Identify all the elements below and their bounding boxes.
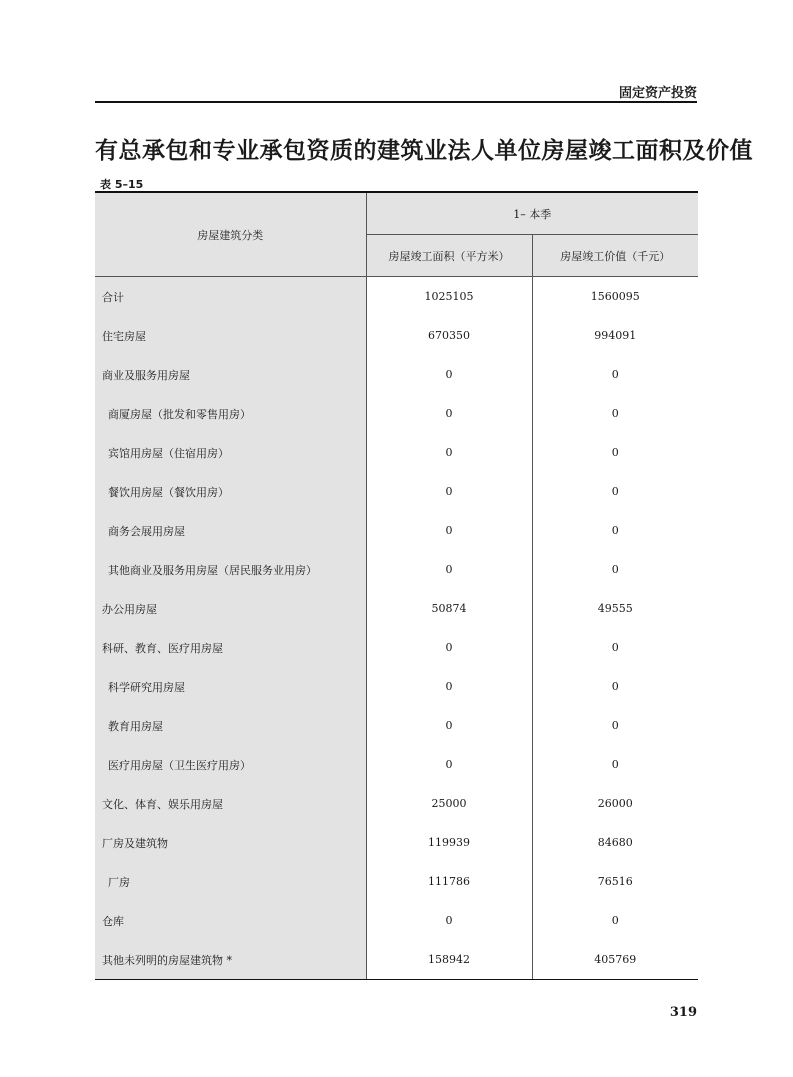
table-row <box>95 394 698 433</box>
table-row <box>95 433 698 472</box>
row-header: 房屋建筑分类 <box>95 192 366 277</box>
row-label: 办公用房屋 <box>95 589 366 628</box>
value-cell: 0 <box>532 667 698 706</box>
value-cell: 0 <box>532 472 698 511</box>
table-row <box>95 550 698 589</box>
table-row <box>95 862 698 901</box>
row-label: 厂房 <box>95 862 366 901</box>
value-cell: 0 <box>532 511 698 550</box>
value-cell: 0 <box>532 706 698 745</box>
area-cell: 0 <box>366 511 532 550</box>
table-row <box>95 940 698 980</box>
value-cell: 49555 <box>532 589 698 628</box>
row-label: 仓库 <box>95 901 366 940</box>
area-cell: 0 <box>366 628 532 667</box>
table-row <box>95 784 698 823</box>
page-title: 有总承包和专业承包资质的建筑业法人单位房屋竣工面积及价值 <box>95 137 753 164</box>
area-cell: 119939 <box>366 823 532 862</box>
row-label: 合计 <box>95 277 366 317</box>
table-row <box>95 628 698 667</box>
row-label: 商业及服务用房屋 <box>95 355 366 394</box>
row-label: 住宅房屋 <box>95 316 366 355</box>
value-cell: 1560095 <box>532 277 698 317</box>
value-cell: 0 <box>532 550 698 589</box>
row-label: 文化、体育、娱乐用房屋 <box>95 784 366 823</box>
table-row <box>95 316 698 355</box>
area-cell: 0 <box>366 667 532 706</box>
table-row <box>95 355 698 394</box>
table-row <box>95 277 698 317</box>
row-label: 科研、教育、医疗用房屋 <box>95 628 366 667</box>
area-cell: 158942 <box>366 940 532 980</box>
table-row <box>95 745 698 784</box>
table-row <box>95 901 698 940</box>
value-cell: 994091 <box>532 316 698 355</box>
column-header-area: 房屋竣工面积（平方米） <box>366 235 532 277</box>
area-cell: 111786 <box>366 862 532 901</box>
value-cell: 76516 <box>532 862 698 901</box>
header-rule <box>95 101 697 103</box>
table-row <box>95 472 698 511</box>
area-cell: 1025105 <box>366 277 532 317</box>
table-id: 表 5–15 <box>100 178 144 191</box>
area-cell: 25000 <box>366 784 532 823</box>
table-row <box>95 667 698 706</box>
row-label: 厂房及建筑物 <box>95 823 366 862</box>
row-label: 商务会展用房屋 <box>95 511 366 550</box>
area-cell: 0 <box>366 706 532 745</box>
value-cell: 0 <box>532 355 698 394</box>
row-label: 餐饮用房屋（餐饮用房） <box>95 472 366 511</box>
row-label: 其他未列明的房屋建筑物 * <box>95 940 366 980</box>
value-cell: 0 <box>532 628 698 667</box>
group-header: 1– 本季 <box>366 192 698 235</box>
area-cell: 0 <box>366 901 532 940</box>
value-cell: 405769 <box>532 940 698 980</box>
section-label: 固定资产投资 <box>618 86 697 101</box>
area-cell: 0 <box>366 472 532 511</box>
table-row <box>95 589 698 628</box>
row-label: 商厦房屋（批发和零售用房） <box>95 394 366 433</box>
area-cell: 50874 <box>366 589 532 628</box>
row-label: 教育用房屋 <box>95 706 366 745</box>
area-cell: 0 <box>366 550 532 589</box>
value-cell: 0 <box>532 745 698 784</box>
table-row <box>95 511 698 550</box>
area-cell: 670350 <box>366 316 532 355</box>
row-label: 其他商业及服务用房屋（居民服务业用房） <box>95 550 366 589</box>
data-table <box>95 191 698 980</box>
page-number: 319 <box>669 1005 697 1020</box>
area-cell: 0 <box>366 355 532 394</box>
column-header-value: 房屋竣工价值（千元） <box>532 235 698 277</box>
value-cell: 0 <box>532 394 698 433</box>
row-label: 科学研究用房屋 <box>95 667 366 706</box>
area-cell: 0 <box>366 745 532 784</box>
value-cell: 0 <box>532 901 698 940</box>
table-row <box>95 706 698 745</box>
table-row <box>95 823 698 862</box>
area-cell: 0 <box>366 433 532 472</box>
value-cell: 26000 <box>532 784 698 823</box>
area-cell: 0 <box>366 394 532 433</box>
row-label: 医疗用房屋（卫生医疗用房） <box>95 745 366 784</box>
value-cell: 0 <box>532 433 698 472</box>
value-cell: 84680 <box>532 823 698 862</box>
row-label: 宾馆用房屋（住宿用房） <box>95 433 366 472</box>
